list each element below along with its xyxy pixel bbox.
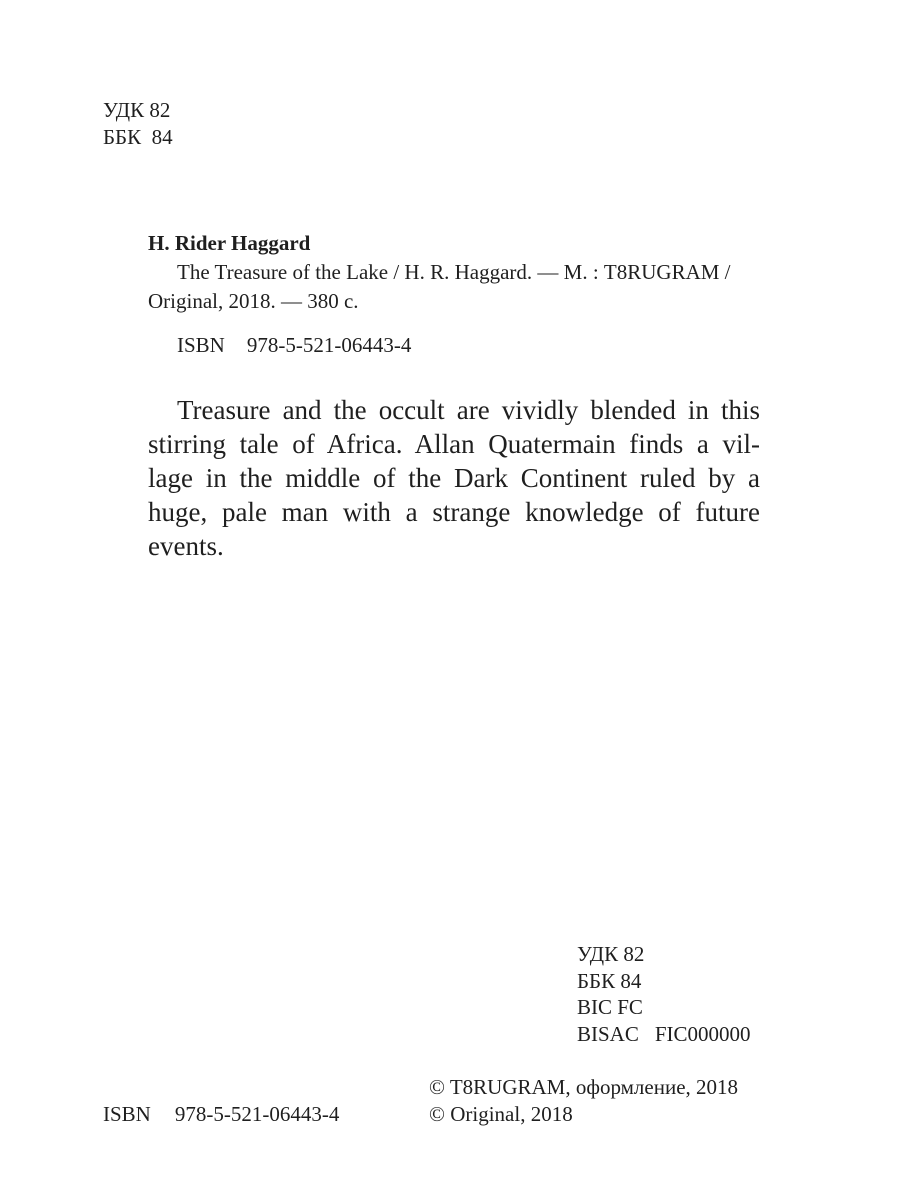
annotation-line: huge, pale man with a strange knowledge of future xyxy=(148,497,760,527)
bibliographic-record xyxy=(148,229,760,360)
record-description-line-2: Original, 2018. — 380 c. xyxy=(148,289,359,313)
top-classification-block xyxy=(103,97,173,151)
bottom-isbn xyxy=(103,1101,339,1128)
bisac-value: FIC000000 xyxy=(654,1021,751,1046)
annotation-line: Treasure and the occult are vividly blended in this xyxy=(177,395,760,425)
isbn-label: ISBN xyxy=(177,333,225,357)
record-isbn xyxy=(148,331,760,360)
isbn-label: ISBN xyxy=(103,1102,151,1126)
bisac-code xyxy=(577,1021,751,1048)
annotation-paragraph xyxy=(148,393,760,563)
bbk-code: ББК 84 xyxy=(103,125,173,149)
bisac-label: BISAC xyxy=(577,1021,639,1046)
annotation-line: lage in the middle of the Dark Continent ruled by a xyxy=(148,463,760,493)
copyright-notices xyxy=(429,1074,738,1128)
copyright-design: © T8RUGRAM, оформление, 2018 xyxy=(429,1075,739,1099)
record-description-line-1: The Treasure of the Lake / H. R. Haggard. — М. : T8RUGRAM / xyxy=(177,260,731,284)
isbn-value: 978-5-521-06443-4 xyxy=(246,333,412,357)
record-description xyxy=(148,258,760,287)
udk-code: УДК 82 xyxy=(103,98,171,122)
copyright-original: © Original, 2018 xyxy=(429,1102,573,1126)
author-name: H. Rider Haggard xyxy=(148,231,311,255)
annotation-line: events. xyxy=(148,531,224,561)
annotation-line: stirring tale of Africa. Allan Quatermain finds a vil- xyxy=(148,429,760,459)
isbn-value: 978-5-521-06443-4 xyxy=(174,1102,340,1126)
bic-code: BIC FC xyxy=(577,995,643,1019)
udk-code: УДК 82 xyxy=(577,942,645,966)
bottom-classification-block xyxy=(577,941,751,1047)
bbk-code: ББК 84 xyxy=(577,968,642,993)
